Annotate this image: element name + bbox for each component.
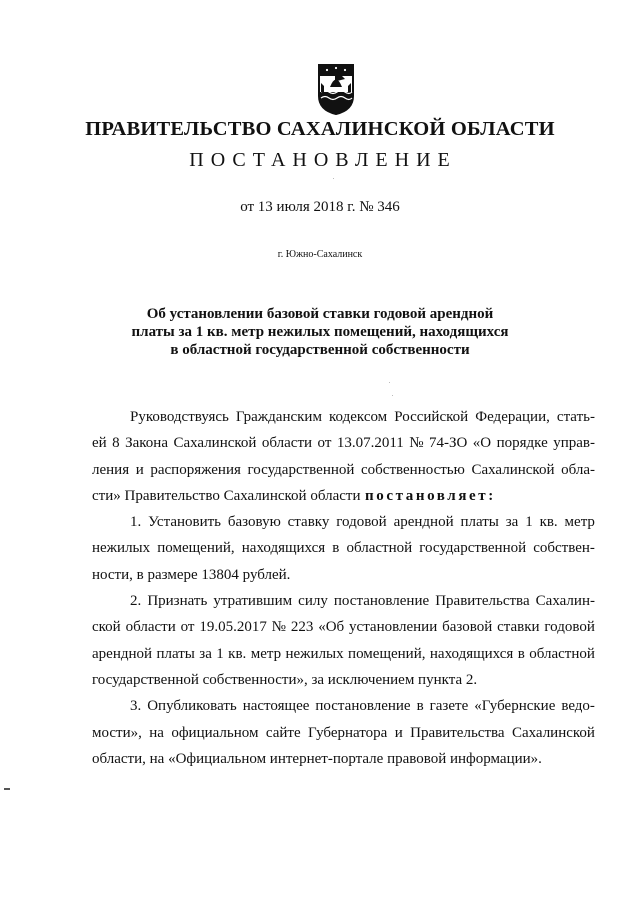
word: базовой — [442, 619, 493, 636]
word: установлении — [349, 619, 438, 636]
document-title — [0, 305, 640, 359]
word: от — [180, 619, 195, 636]
point-1-paragraph — [92, 509, 595, 588]
word: находящихся — [429, 645, 514, 662]
word: от — [317, 435, 332, 452]
word: кодексом — [329, 409, 388, 425]
word: платы — [156, 645, 195, 662]
word: областной — [346, 540, 413, 557]
word: ской — [92, 619, 121, 636]
word: Установить — [148, 514, 222, 531]
text-line — [92, 457, 595, 483]
text-line — [92, 693, 595, 719]
word: находящихся — [241, 540, 326, 557]
word: в — [416, 698, 424, 715]
word: государственной — [247, 461, 355, 478]
word: годовой — [336, 514, 387, 531]
title-line: в областной государственной собственности — [170, 342, 470, 358]
title-line: Об установлении базовой ставки годовой арендной — [146, 306, 494, 322]
word: в — [332, 540, 340, 557]
word: ставки — [497, 619, 540, 636]
word: Опубликовать — [147, 698, 237, 715]
word: Руководствуясь — [130, 409, 229, 425]
document-body — [92, 404, 595, 772]
word: платы — [460, 514, 499, 531]
word: в — [517, 645, 525, 662]
document-city: г. Южно-Сахалинск — [277, 249, 363, 260]
word: Сахалин- — [535, 593, 595, 610]
word: 1. — [130, 514, 142, 531]
word: метр — [250, 645, 282, 662]
word: 1 — [525, 514, 533, 531]
word: утратившим — [213, 593, 293, 610]
word: порядке — [496, 435, 548, 452]
word: силу — [298, 593, 328, 610]
word: помещений, — [348, 645, 426, 662]
text-line — [92, 720, 595, 746]
word: помещений, — [157, 540, 235, 557]
text-line — [92, 509, 595, 535]
word: Признать — [147, 593, 208, 610]
word: № — [271, 619, 286, 636]
word: за — [199, 645, 212, 662]
word: областной — [529, 645, 595, 662]
word: области — [125, 619, 176, 636]
text-line: области, на «Официальном интернет-портале правовой информации». — [92, 750, 542, 767]
word: Российской — [394, 409, 469, 425]
word: кв. — [228, 645, 247, 662]
word: «Губернские — [474, 698, 556, 715]
word: ей — [92, 435, 107, 452]
word: и — [394, 724, 403, 741]
text-line: ности, в размере 13804 рублей. — [92, 566, 291, 583]
word: 223 — [290, 619, 314, 636]
scan-speck — [392, 395, 393, 396]
word: управ- — [553, 435, 595, 452]
word: на — [149, 724, 164, 741]
word: 19.05.2017 — [199, 619, 267, 636]
word: мости», — [92, 724, 142, 741]
word: 1 — [216, 645, 224, 662]
word: Сахалинской — [511, 724, 595, 741]
text-line: государственной собственности», за исключением пункта 2. — [92, 671, 478, 688]
title-line: платы за 1 кв. метр нежилых помещений, находящихся — [131, 324, 509, 340]
word: годовой — [544, 619, 595, 636]
word: обла- — [561, 461, 595, 478]
word: государственной — [419, 540, 527, 557]
word: метр — [564, 514, 595, 531]
word: 3. — [130, 698, 142, 715]
text-line — [92, 588, 595, 614]
scan-speck — [389, 382, 390, 383]
word: газете — [429, 698, 469, 715]
word: области — [261, 435, 313, 452]
word: «О — [472, 435, 492, 452]
word: официальном — [171, 724, 259, 741]
document-date-number: от 13 июля 2018 г. № 346 — [240, 199, 400, 215]
word: стать- — [556, 409, 595, 425]
margin-mark — [4, 788, 10, 790]
word: Губернатора — [308, 724, 388, 741]
word: собственностью — [361, 461, 465, 478]
word: Правительства — [410, 724, 505, 741]
point-2-paragraph — [92, 588, 595, 693]
scan-speck — [333, 178, 334, 179]
word: 8 — [112, 435, 120, 452]
preamble-paragraph — [92, 404, 595, 509]
text-line — [92, 404, 595, 430]
word: 13.07.2011 — [336, 435, 404, 452]
word: сайте — [265, 724, 301, 741]
text-line — [92, 641, 595, 667]
word: арендной — [393, 514, 454, 531]
document-type: ПОСТАНОВЛЕНИЕ — [189, 149, 457, 171]
word: Сахалинской — [173, 435, 257, 452]
word: ведо- — [561, 698, 595, 715]
word: арендной — [92, 645, 153, 662]
word: Сахалинской — [471, 461, 555, 478]
organization-name: ПРАВИТЕЛЬСТВО САХАЛИНСКОЙ ОБЛАСТИ — [85, 118, 555, 140]
text-line — [92, 614, 595, 640]
word: постановление — [315, 698, 411, 715]
word: постановление — [333, 593, 430, 610]
sakhalin-coat-of-arms-icon — [316, 62, 356, 116]
text-line — [92, 430, 595, 456]
word: Правительства — [435, 593, 530, 610]
word: Федерации, — [475, 409, 550, 425]
word: и — [135, 461, 144, 478]
word: ставку — [287, 514, 330, 531]
word: настоящее — [242, 698, 310, 715]
word: «Об — [318, 619, 345, 636]
word: собствен- — [533, 540, 595, 557]
word: Гражданским — [235, 409, 322, 425]
text-line — [92, 483, 595, 509]
word: № — [409, 435, 424, 452]
word: распоряжения — [150, 461, 241, 478]
word: ления — [92, 461, 130, 478]
word: 2. — [130, 593, 142, 610]
word: 74-ЗО — [429, 435, 468, 452]
decree-word: постановляет: — [364, 487, 496, 504]
word: нежилых — [285, 645, 344, 662]
word: базовую — [227, 514, 281, 531]
word: нежилых — [92, 540, 151, 557]
word: кв. — [539, 514, 558, 531]
word: Закона — [125, 435, 168, 452]
preamble-line-text: сти» Правительство Сахалинской области — [92, 487, 361, 504]
text-line — [92, 535, 595, 561]
word: за — [505, 514, 519, 531]
point-3-paragraph — [92, 693, 595, 772]
